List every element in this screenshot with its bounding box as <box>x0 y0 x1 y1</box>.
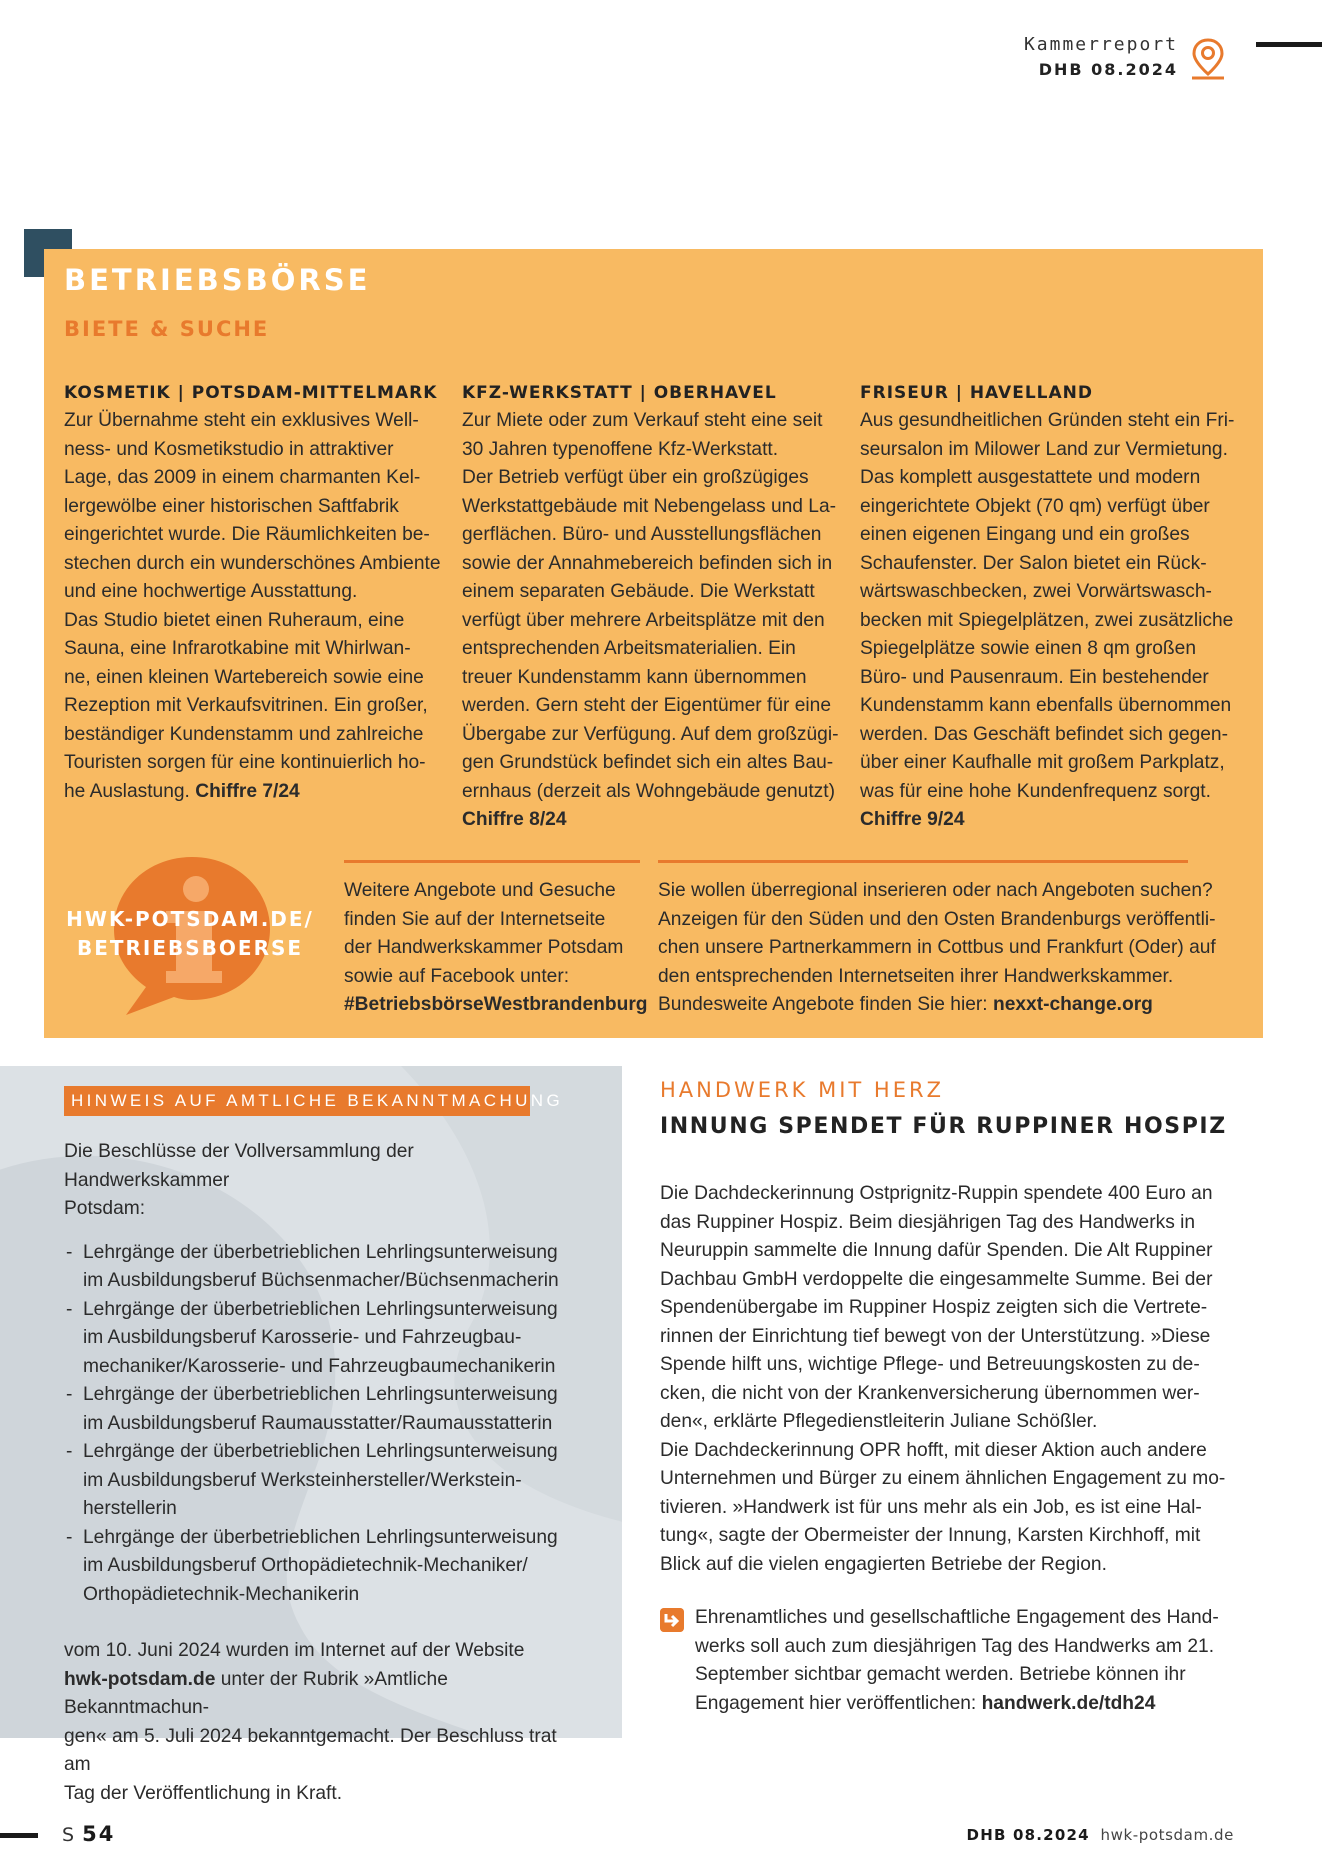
listing-heading: KOSMETIK | POTSDAM-MITTELMARK <box>64 383 438 403</box>
notice-intro: Die Beschlüsse der Vollversammlung der Handwerkskammer Potsdam: <box>64 1141 414 1219</box>
footer-issue: DHB 08.2024 hwk-potsdam.de <box>966 1826 1234 1844</box>
resolution-list <box>64 1239 584 1610</box>
info-rule-left <box>344 860 640 863</box>
notice-body <box>64 1138 584 1808</box>
listing-heading: KFZ-WERKSTATT | OBERHAVEL <box>462 383 777 403</box>
listing-kosmetik <box>64 379 444 806</box>
nexxt-change-link[interactable]: nexxt-change.org <box>992 994 1153 1015</box>
nationwide-offers-text: Sie wollen überregional inserieren oder nach Angeboten suchen? Anzeigen für den Süden und den Osten Brandenburgs veröffentli- chen unsere Partnerkammern in Cottbus und Frankfurt (Oder) auf den entsprechenden Internetseiten ihrer Handwerkskammer. Bundesweite Angebote finden Sie hier: nexxt-change.org <box>658 880 1216 1015</box>
footer-site-link[interactable]: hwk-potsdam.de <box>1100 1826 1234 1844</box>
box-subtitle: BIETE & SUCHE <box>64 317 270 341</box>
betriebsboerse-box <box>44 249 1263 1038</box>
hwk-website-link[interactable]: hwk-potsdam.de <box>64 1668 216 1690</box>
list-item: - Lehrgänge der überbetrieblichen Lehrlingsunterweisung im Ausbildungsberuf Werksteinhersteller/Werkstein- herstellerin <box>64 1438 584 1524</box>
list-item: - Lehrgänge der überbetrieblichen Lehrlingsunterweisung im Ausbildungsberuf Raumausstatter/Raumausstatterin <box>64 1381 584 1438</box>
listing-friseur <box>860 379 1240 835</box>
header-rule <box>1256 42 1322 47</box>
chiffre-code: Chiffre 8/24 <box>462 809 567 830</box>
footer-rule <box>0 1833 38 1838</box>
list-item: - Lehrgänge der überbetrieblichen Lehrlingsunterweisung im Ausbildungsberuf Orthopädietechnik-Mechaniker/ Orthopädietechnik-Mechanikerin <box>64 1524 584 1610</box>
article-title: INNUNG SPENDET FÜR RUPPINER HOSPIZ <box>660 1114 1227 1139</box>
chiffre-code: Chiffre 9/24 <box>860 809 965 830</box>
page-number: S 54 <box>62 1822 116 1846</box>
listing-heading: FRISEUR | HAVELLAND <box>860 383 1093 403</box>
article-paragraph: Die Dachdeckerinnung Ostprignitz-Ruppin spendete 400 Euro an das Ruppiner Hospiz. Beim diesjährigen Tag des Handwerks in Neuruppin sammelte die Innung dafür Spenden. Die Alt Ruppiner Dachbau GmbH verdoppelte die eingesammelte Summe. Bei der Spendenübergabe im Ruppiner Hospiz zeigten sich die Vertrete- rinnen der Einrichtung tief bewegt von der Unterstützung. »Diese Spende hilft uns, wichtige Pflege- und Betreuungskosten zu de- cken, die nicht von der Krankenversicherung übernommen wer- den«, erklärte Pflegedienstleiterin Juliane Schößler. <box>660 1183 1213 1432</box>
facebook-hashtag[interactable]: #BetriebsbörseWestbrandenburg <box>344 994 648 1015</box>
more-offers-text: Weitere Angebote und Gesuche finden Sie auf der Internetseite der Handwerkskammer Potsdam sowie auf Facebook unter: #BetriebsbörseWestbrandenburg <box>344 880 648 1015</box>
listing-body: Zur Miete oder zum Verkauf steht eine seit 30 Jahren typenoffene Kfz-Werkstatt. Der Betrieb verfügt über ein großzügiges Werkstattgebäude mit Nebengelass und La- gerflächen. Büro- und Ausstellungsflächen sowie der Annahmebereich befinden sich in einem separaten Gebäude. Die Werkstatt verfügt über mehrere Arbeitsplätze mit den entsprechenden Arbeitsmaterialien. Ein treuer Kundenstamm kann übernommen werden. Gern steht der Eigentümer für eine Übergabe zur Verfügung. Auf dem großzügi- gen Grundstück befindet sich ein altes Bau- ernhaus (derzeit als Wohngebäude genutzt) Chiffre 8/24 <box>462 410 839 830</box>
hwk-betriebsboerse-link[interactable]: HWK-POTSDAM.DE/ BETRIEBSBOERSE <box>66 907 314 960</box>
box-title: BETRIEBSBÖRSE <box>64 263 371 297</box>
listing-body: Zur Übernahme steht ein exklusives Well- ness- und Kosmetikstudio in attraktiver Lage, das 2009 in einem charmanten Kel- lergewölbe einer historischen Saftfabrik eingerichtet wurde. Die Räumlichkeiten be- stechen durch ein wunderschönes Ambiente und eine hochwertige Ausstattung. Das Studio bietet einen Ruheraum, eine Sauna, eine Infrarotkabine mit Whirlwan- ne, einen kleinen Wartebereich sowie eine Rezeption mit Verkaufsvitrinen. Ein großer, beständiger Kundenstamm und zahlreiche Touristen sorgen für eine kontinuierlich ho- he Auslastung. Chiffre 7/24 <box>64 410 441 802</box>
location-pin-icon <box>1186 36 1230 82</box>
listing-body: Aus gesundheitlichen Gründen steht ein Fri- seursalon im Milower Land zur Vermietung. Das komplett ausgestattete und modern eingerichtete Objekt (70 qm) verfügt über einen eigenen Eingang und ein großes Schaufenster. Der Salon bietet ein Rück- wärtswaschbecken, zwei Vorwärtswasch- becken mit Spiegelplätzen, zwei zusätzliche Spiegelplätze sowie einen 8 qm großen Büro- und Pausenraum. Ein bestehender Kundenstamm kann ebenfalls übernommen werden. Das Geschäft befindet sich gegen- über einer Kaufhalle mit großem Parkplatz, was für eine hohe Kundenfrequenz sorgt. Chiffre 9/24 <box>860 410 1235 830</box>
info-rule-right <box>658 860 1188 863</box>
section-label: Kammerreport <box>1023 34 1178 55</box>
listing-kfz-werkstatt <box>462 379 842 835</box>
article-body <box>660 1180 1240 1579</box>
article-kicker: HANDWERK MIT HERZ <box>660 1078 944 1102</box>
notice-tag: HINWEIS AUF AMTLICHE BEKANNTMACHUNG <box>64 1086 530 1116</box>
article-paragraph: Die Dachdeckerinnung OPR hofft, mit dieser Aktion auch andere Unternehmen und Bürger zu einem ähnlichen Engagement zu mo- tivieren. »Handwerk ist für uns mehr als ein Job, es ist eine Hal- tung«, sagte der Obermeister der Innung, Karsten Kirchhoff, mit Blick auf die vielen engagierten Betriebe der Region. <box>660 1439 1226 1575</box>
list-item: - Lehrgänge der überbetrieblichen Lehrlingsunterweisung im Ausbildungsberuf Karosserie- und Fahrzeugbau- mechaniker/Karosserie- und Fahrzeugbaumechanikerin <box>64 1296 584 1382</box>
tdh24-link[interactable]: handwerk.de/tdh24 <box>981 1692 1156 1714</box>
issue-label: DHB 08.2024 <box>1038 60 1178 79</box>
list-item: - Lehrgänge der überbetrieblichen Lehrlingsunterweisung im Ausbildungsberuf Büchsenmacher/Büchsenmacherin <box>64 1239 584 1296</box>
chiffre-code: Chiffre 7/24 <box>195 780 300 802</box>
article-note: Ehrenamtliches und gesellschaftliche Engagement des Hand- werks soll auch zum diesjährigen Tag des Handwerks am 21. September sichtbar gemacht werden. Betriebe können ihr Engagement hier veröffentlichen: handwerk.de/tdh24 <box>660 1604 1240 1718</box>
arrow-link-icon <box>660 1608 684 1632</box>
notice-footer: vom 10. Juni 2024 wurden im Internet auf der Website hwk-potsdam.de unter der Rubrik »Amtliche Bekanntmachun- gen« am 5. Juli 2024 bekanntgemacht. Der Beschluss trat am Tag der Veröffentlichung in Kraft. <box>64 1640 557 1804</box>
